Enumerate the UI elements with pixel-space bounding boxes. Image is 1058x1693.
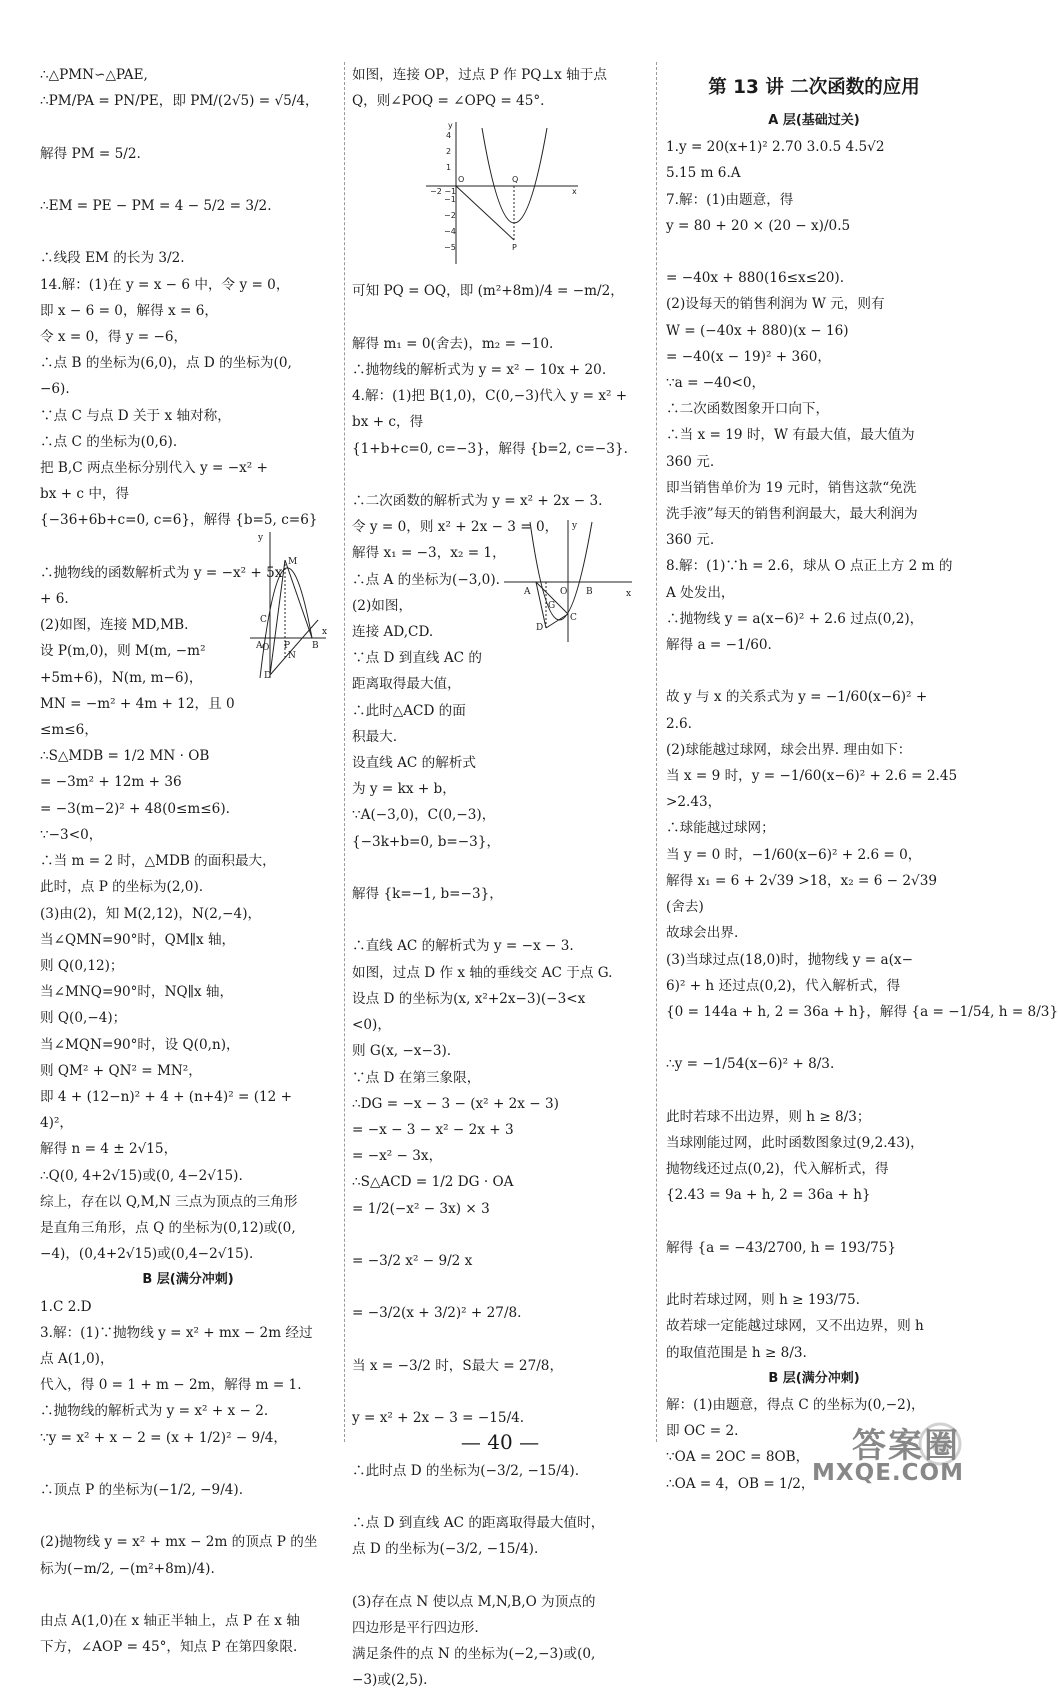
text-line (352, 462, 644, 488)
text-line: 即 OC = 2. (666, 1423, 739, 1440)
text-line: 360 元. (666, 453, 715, 470)
svg-text:x: x (626, 589, 632, 599)
text-line (352, 907, 644, 933)
text-line: (2)球能越过球网，球会出界. 理由如下： (666, 741, 912, 758)
text-line (40, 1503, 336, 1529)
text-line: 当∠MQN=90°时，设 Q(0,n)， (40, 1036, 240, 1053)
text-line: 故若球一定能越过球网，又不出边界，则 h (666, 1318, 924, 1335)
svg-text:M: M (288, 557, 298, 567)
svg-text:D: D (264, 671, 272, 681)
text-line: 抛物线还过点(0,2)，代入解析式，得 (666, 1161, 889, 1178)
svg-text:O: O (560, 587, 568, 597)
text-line: ∴抛物线的解析式为 y = x² − 10x + 20. (352, 362, 607, 379)
text-line (666, 1261, 962, 1287)
text-line (666, 1078, 962, 1104)
svg-text:Q: Q (512, 175, 519, 184)
text-line: 1.C 2.D (40, 1298, 92, 1315)
text-line (352, 1274, 644, 1300)
text-line: −3)或(2,5). (352, 1672, 428, 1689)
text-line: 如图，连接 OP，过点 P 作 PQ⊥x 轴于点 (352, 67, 607, 83)
svg-text:1: 1 (446, 163, 452, 172)
text-line: 解得 PM = 5/2. (40, 145, 141, 162)
text-line: 积最大. (352, 728, 398, 745)
svg-text:−1: −1 (444, 195, 456, 204)
text-line (352, 305, 644, 331)
svg-text:4: 4 (446, 131, 452, 140)
svg-text:B: B (312, 641, 319, 651)
text-line: 1.y = 20(x+1)² 2.70 3.0.5 4.5√2 (666, 139, 885, 156)
text-line: y = x² + 2x − 3 = −15/4. (352, 1410, 525, 1427)
column-divider (656, 62, 657, 1442)
text-line: (2)设每天的销售利润为 W 元，则有 (666, 296, 885, 313)
parabola (260, 568, 312, 678)
text-line: MN = −m² + 4m + 12，且 0 (40, 695, 235, 712)
text-line: 则 Q(0,−4)； (40, 1010, 127, 1027)
text-line: ∴点 C 的坐标为(0,6). (40, 433, 178, 450)
text-line: = −x² − 3x， (352, 1148, 443, 1165)
text-line (666, 658, 962, 684)
text-line: ∴OA = 4，OB = 1/2， (666, 1475, 815, 1492)
text-line: 解得 n = 4 ± 2√15， (40, 1141, 178, 1158)
text-line: 此时，点 P 的坐标为(2,0). (40, 879, 204, 896)
svg-text:−4: −4 (444, 227, 456, 236)
text-line: = −3m² + 12m + 36 (40, 774, 182, 791)
text-line: ∴直线 AC 的解析式为 y = −x − 3. (352, 938, 574, 955)
svg-text:N: N (288, 651, 296, 661)
text-line: = −3/2(x + 3/2)² + 27/8. (352, 1305, 522, 1322)
text-line: 解得 a = −1/60. (666, 637, 772, 654)
text-line: ∵点 D 在第三象限， (352, 1069, 481, 1086)
text-line: ∴顶点 P 的坐标为(−1/2, −9/4). (40, 1481, 244, 1498)
svg-text:D: D (536, 623, 544, 633)
text-line: ∵OA = 2OC = 8OB， (666, 1449, 810, 1466)
segment-mb (285, 560, 312, 638)
text-line: 令 x = 0，得 y = −6， (40, 329, 188, 346)
text-line: −6). (40, 381, 70, 398)
text-line: = −x − 3 − x² − 2x + 3 (352, 1121, 514, 1138)
svg-text:y: y (258, 533, 264, 543)
text-line: 解得 {a = −43/2700, h = 193/75} (666, 1239, 897, 1256)
text-line: 点 D 的坐标为(−3/2, −15/4). (352, 1541, 539, 1558)
text-line: 360 元. (666, 532, 715, 549)
text-line: 5.15 m 6.A (666, 165, 741, 182)
text-line: ∴S△ACD = 1/2 DG · OA (352, 1174, 514, 1191)
text-line: 当 x = 9 时，y = −1/60(x−6)² + 2.6 = 2.45 (666, 768, 958, 785)
text-line: 标为(−m/2, −(m²+8m)/4). (40, 1560, 215, 1577)
text-line: 此时若球过网，则 h ≥ 193/75. (666, 1292, 861, 1309)
text-line: Q，则∠POQ = ∠OPQ = 45°. (352, 93, 545, 110)
text-line: ∵点 C 与点 D 关于 x 轴对称， (40, 407, 231, 424)
parabola (530, 522, 592, 620)
text-line: 6)² + h 还过点(0,2)，代入解析式，得 (666, 977, 901, 994)
text-line: {1+b+c=0, c=−3}，解得 {b=2, c=−3}. (352, 440, 628, 457)
text-line: +5m+6)，N(m, m−6)， (40, 669, 203, 686)
text-line: ∴点 B 的坐标为(6,0)，点 D 的坐标为(0, (40, 355, 292, 372)
text-line: 解：(1)由题意，得点 C 的坐标为(0,−2)， (666, 1396, 925, 1413)
text-line: ∴点 D 到直线 AC 的距离取得最大值时， (352, 1514, 605, 1531)
svg-text:y: y (448, 121, 453, 130)
text-line: >2.43， (666, 794, 722, 811)
text-line: {0 = 144a + h, 2 = 36a + h}，解得 {a = −1/54, h = 8/3} (666, 1003, 1058, 1020)
text-line: ∴DG = −x − 3 − (x² + 2x − 3) (352, 1095, 559, 1112)
text-line: 综上，存在以 Q,M,N 三点为顶点的三角形 (40, 1193, 298, 1210)
text-line: 则 Q(0,12)； (40, 957, 124, 974)
text-line: + 6. (40, 591, 69, 608)
svg-text:x: x (322, 627, 328, 637)
segment-op (456, 186, 514, 240)
segment-ad (536, 582, 546, 628)
text-line: = −40(x − 19)² + 360， (666, 348, 832, 365)
figure-parabola-q14 (248, 530, 328, 680)
svg-text:A: A (256, 641, 263, 651)
text-line: 故 y 与 x 的关系式为 y = −1/60(x−6)² + (666, 689, 928, 706)
watermark-text-cn: 答案圈 (852, 1426, 960, 1466)
svg-text:O: O (458, 175, 465, 184)
text-line: ∵点 D 到直线 AC 的 (352, 650, 482, 667)
line-bd (270, 620, 318, 675)
text-line (352, 1379, 644, 1405)
page-number: — 40 — (460, 1430, 540, 1454)
svg-text:P: P (512, 243, 517, 252)
column-3 (666, 62, 1058, 1497)
svg-text:y: y (572, 521, 578, 531)
text-line (352, 1222, 644, 1248)
text-line: 四边形是平行四边形. (352, 1619, 479, 1636)
text-line: ∴此时点 D 的坐标为(−3/2, −15/4). (352, 1462, 580, 1479)
text-line: 故球会出界. (666, 925, 739, 942)
text-line: 当∠MNQ=90°时，NQ∥x 轴， (40, 984, 234, 1001)
text-line: 设直线 AC 的解析式 (352, 755, 477, 772)
text-line: = −3(m−2)² + 48(0≤m≤6). (40, 800, 230, 817)
text-line: ∴当 m = 2 时，△MDB 的面积最大， (40, 853, 276, 870)
text-line: 当 x = −3/2 时，S最大 = 27/8， (352, 1357, 564, 1374)
text-line: ∴抛物线的解析式为 y = x² + x − 2. (40, 1403, 269, 1420)
svg-text:C: C (570, 613, 577, 623)
svg-text:2: 2 (446, 147, 452, 156)
segment-cd (546, 614, 568, 628)
text-line (352, 855, 644, 881)
text-line: 14.解：(1)在 y = x − 6 中，令 y = 0， (40, 276, 290, 293)
watermark-text: MXQE.COM (812, 1460, 964, 1486)
text-line: 设点 D 的坐标为(x, x²+2x−3)(−3<x (352, 990, 586, 1007)
text-line: 解得 m₁ = 0(舍去)，m₂ = −10. (352, 335, 554, 352)
column-1 (40, 62, 336, 1660)
text-line (40, 219, 336, 245)
text-line: = 1/2(−x² − 3x) × 3 (352, 1200, 490, 1217)
text-line: ∴当 x = 19 时，W 有最大值，最大值为 (666, 427, 915, 444)
svg-text:C: C (260, 615, 267, 625)
text-line: 如图，过点 D 作 x 轴的垂线交 AC 于点 G. (352, 964, 613, 981)
text-line: 距离取得最大值， (352, 676, 461, 693)
lesson-title: 第 13 讲 二次函数的应用 (708, 77, 920, 98)
text-line: 7.解：(1)由题意，得 (666, 191, 794, 208)
text-line: ∴此时△ACD 的面 (352, 702, 466, 719)
text-line: 连接 AD,CD. (352, 624, 434, 641)
text-line: y = 80 + 20 × (20 − x)/0.5 (666, 217, 851, 234)
figure-parabola-q3 (422, 118, 582, 268)
text-line: 4.解：(1)把 B(1,0)，C(0,−3)代入 y = x² + (352, 388, 628, 405)
text-line: ∴△PMN∽△PAE, (40, 67, 148, 83)
text-line (352, 1327, 644, 1353)
text-line: W = (−40x + 880)(x − 16) (666, 322, 849, 339)
text-line: ∴EM = PE − PM = 4 − 5/2 = 3/2. (40, 198, 272, 215)
text-line: <0)， (352, 1017, 391, 1034)
section-a-heading: A 层(基础过关) (768, 113, 860, 128)
text-line: 3.解：(1)∵抛物线 y = x² + mx − 2m 经过 (40, 1324, 313, 1341)
text-line (40, 1451, 336, 1477)
text-line: {−3k+b=0, b=−3}， (352, 833, 501, 850)
text-line: ∴PM/PA = PN/PE，即 PM/(2√5) = √5/4， (40, 93, 319, 110)
section-b-heading: B 层(满分冲刺) (768, 1370, 860, 1386)
text-line: ∴二次函数的解析式为 y = x² + 2x − 3. (352, 493, 603, 510)
text-line: ∵a = −40<0， (666, 375, 766, 392)
text-line: ∴Q(0, 4+2√15)或(0, 4−2√15). (40, 1167, 243, 1184)
text-line: 解得 x₁ = 6 + 2√39 >18，x₂ = 6 − 2√39 (666, 872, 937, 889)
text-line (666, 1209, 962, 1235)
text-line: 当球刚能过网，此时函数图象过(9,2.43)， (666, 1134, 924, 1151)
svg-text:−2 −1: −2 −1 (430, 187, 457, 196)
text-line: ∴抛物线 y = a(x−6)² + 2.6 过点(0,2)， (666, 610, 924, 627)
text-line: 令 y = 0，则 x² + 2x − 3 = 0， (352, 519, 559, 536)
svg-text:A: A (524, 587, 531, 597)
svg-text:−5: −5 (444, 243, 456, 252)
text-line: ∵A(−3,0)，C(0,−3)， (352, 807, 496, 824)
text-line: 的取值范围是 h ≥ 8/3. (666, 1344, 807, 1361)
svg-text:B: B (586, 587, 593, 597)
text-line (40, 167, 336, 193)
text-line: 8.解：(1)∵h = 2.6，球从 O 点正上方 2 m 的 (666, 558, 953, 575)
section-b-heading: B 层(满分冲刺) (142, 1272, 234, 1288)
text-line: ∵y = x² + x − 2 = (x + 1/2)² − 9/4， (40, 1429, 288, 1446)
text-line: bx + c 中，得 (40, 486, 130, 503)
text-line: ∴点 A 的坐标为(−3,0). (352, 571, 500, 588)
text-line: (2)抛物线 y = x² + mx − 2m 的顶点 P 的坐 (40, 1534, 318, 1551)
text-line: 代入，得 0 = 1 + m − 2m，解得 m = 1. (40, 1377, 302, 1394)
text-line: ≤m≤6， (40, 722, 98, 739)
text-line: ∴二次函数图象开口向下， (666, 401, 830, 418)
text-line: 洗手液”每天的销售利润最大，最大利润为 (666, 506, 918, 523)
text-line: (2)如图，连接 MD,MB. (40, 617, 189, 634)
text-line: 则 QM² + QN² = MN²， (40, 1062, 202, 1079)
text-line: −4)，(0,4+2√15)或(0,4−2√15). (40, 1246, 254, 1263)
text-line (666, 239, 962, 265)
column-divider (344, 62, 345, 1442)
text-line: {−36+6b+c=0, c=6}，解得 {b=5, c=6} (40, 512, 318, 529)
text-line (666, 1025, 962, 1051)
text-line: ∴抛物线的函数解析式为 y = −x² + 5x (40, 564, 283, 581)
text-line: 把 B,C 两点坐标分别代入 y = −x² + (40, 460, 268, 477)
text-line: (3)由(2)，知 M(2,12)，N(2,−4)， (40, 905, 262, 922)
text-line: 下方，∠AOP = 45°，知点 P 在第四象限. (40, 1639, 298, 1656)
svg-text:P: P (284, 641, 291, 651)
figure-parabola-q4 (500, 518, 636, 646)
text-line: ∴线段 EM 的长为 3/2. (40, 250, 185, 267)
text-line: (3)当球过点(18,0)时，抛物线 y = a(x− (666, 951, 913, 968)
text-line: (舍去) (666, 899, 704, 916)
text-line: 设 P(m,0)，则 M(m, −m² (40, 643, 206, 660)
text-line: (2)如图， (352, 597, 413, 614)
text-line: = −40x + 880(16≤x≤20). (666, 270, 845, 287)
text-line (352, 1484, 644, 1510)
text-line (40, 1582, 336, 1608)
text-line: 即 x − 6 = 0，解得 x = 6， (40, 302, 218, 319)
text-line: 4)²， (40, 1115, 73, 1132)
text-line: 即 4 + (12−n)² + 4 + (n+4)² = (12 + (40, 1088, 293, 1105)
text-line: (3)存在点 N 使以点 M,N,B,O 为顶点的 (352, 1593, 596, 1610)
text-line: A 处发出， (666, 584, 735, 601)
text-line: 解得 {k=−1, b=−3}， (352, 886, 503, 903)
text-line: 是直角三角形，点 Q 的坐标为(0,12)或(0, (40, 1219, 296, 1236)
text-line: ∴球能越过球网； (666, 820, 775, 837)
text-line (40, 114, 336, 140)
text-line: bx + c，得 (352, 414, 424, 431)
svg-text:O: O (262, 643, 270, 653)
text-line: 则 G(x, −x−3). (352, 1043, 452, 1060)
svg-text:G: G (548, 601, 556, 611)
text-line: 点 A(1,0)， (40, 1350, 114, 1367)
text-line: 当∠QMN=90°时，QM∥x 轴， (40, 931, 236, 948)
text-line: 满足条件的点 N 的坐标为(−2,−3)或(0, (352, 1645, 596, 1662)
text-line: ∵−3<0， (40, 826, 103, 843)
text-line: 解得 x₁ = −3，x₂ = 1， (352, 545, 506, 562)
text-line: {2.43 = 9a + h, 2 = 36a + h} (666, 1187, 871, 1204)
segment-md (270, 560, 285, 675)
text-line (352, 1562, 644, 1588)
text-line: ∴S△MDB = 1/2 MN · OB (40, 748, 210, 765)
svg-text:x: x (572, 187, 577, 196)
text-line: 2.6. (666, 715, 692, 732)
text-line: 为 y = kx + b， (352, 781, 456, 798)
text-line: ∴y = −1/54(x−6)² + 8/3. (666, 1056, 835, 1073)
text-line: 由点 A(1,0)在 x 轴正半轴上，点 P 在 x 轴 (40, 1612, 300, 1629)
text-line: 可知 PQ = OQ，即 (m²+8m)/4 = −m/2， (352, 283, 624, 300)
text-line: 此时若球不出边界，则 h ≥ 8/3； (666, 1108, 871, 1125)
text-line: = −3/2 x² − 9/2 x (352, 1252, 473, 1269)
svg-text:−2: −2 (444, 211, 456, 220)
text-line: 当 y = 0 时，−1/60(x−6)² + 2.6 = 0， (666, 846, 922, 863)
text-line: 即当销售单价为 19 元时，销售这款“免洗 (666, 479, 917, 496)
